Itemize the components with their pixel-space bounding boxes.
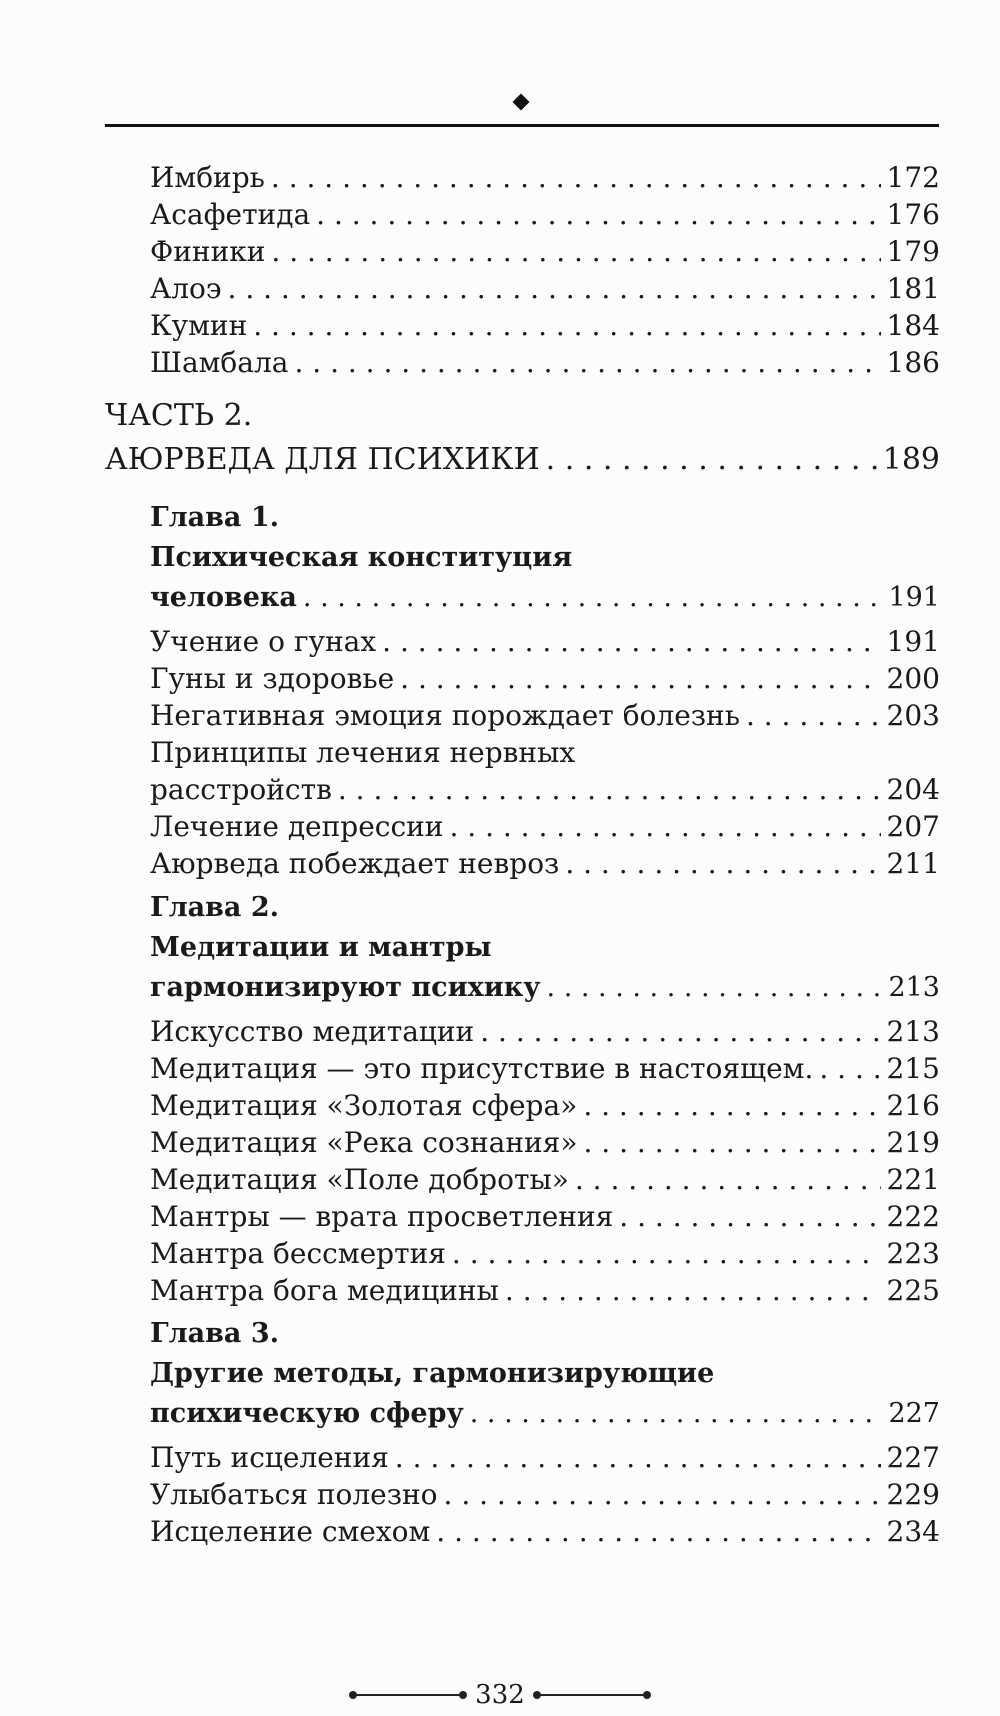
footer-ornament-right-icon (537, 1694, 647, 1696)
footer-ornament-left-icon (353, 1694, 463, 1696)
toc-entry[interactable]: Алоэ . . . 181 (150, 271, 940, 307)
toc-entry[interactable]: Кумин . . . 184 (150, 308, 940, 344)
toc-entry[interactable]: Гуны и здоровье . . . 200 (150, 661, 940, 697)
toc-entry[interactable]: Медитация «Золотая сфера» . . . 216 (150, 1088, 940, 1124)
page-number: 332 (475, 1680, 525, 1710)
page-footer (0, 1680, 1000, 1710)
chapter-title-entry[interactable]: психическую сферу . . . 227 (150, 1396, 940, 1432)
toc-entry[interactable]: Лечение депрессии . . . 207 (150, 809, 940, 845)
toc-entry[interactable]: Улыбаться полезно . . . 229 (150, 1477, 940, 1513)
toc-entry-line[interactable]: Принципы лечения нервных (150, 736, 576, 769)
chapter-title: Другие методы, гармонизирующие (150, 1358, 715, 1389)
toc-entry[interactable]: Имбирь . . . 172 (150, 160, 940, 196)
part-title-entry[interactable]: АЮРВЕДА ДЛЯ ПСИХИКИ . . . 189 (105, 442, 940, 478)
chapter-title-entry[interactable]: человека . . . 191 (150, 580, 940, 616)
toc-entry[interactable]: Исцеление смехом . . . 234 (150, 1514, 940, 1550)
toc-entry[interactable]: Финики . . . 179 (150, 234, 940, 270)
toc-entry[interactable]: Путь исцеления . . . 227 (150, 1440, 940, 1476)
chapter-label: Глава 2. (150, 892, 280, 923)
toc-entry[interactable]: Асафетида . . . 176 (150, 197, 940, 233)
toc-entry[interactable]: Мантры — врата просветления . . . 222 (150, 1199, 940, 1235)
toc-entry[interactable]: Негативная эмоция порождает болезнь . . . 203 (150, 698, 940, 734)
toc-entry[interactable]: Искусство медитации . . . 213 (150, 1014, 940, 1050)
toc-entry[interactable]: Медитация «Река сознания» . . . 219 (150, 1125, 940, 1161)
toc-entry[interactable]: Аюрведа побеждает невроз . . . 211 (150, 846, 940, 882)
chapter-title: Медитации и мантры (150, 932, 492, 963)
toc-entry[interactable]: расстройств . . . 204 (150, 772, 940, 808)
chapter-title: Психическая конституция (150, 542, 573, 573)
chapter-label: Глава 1. (150, 502, 280, 533)
toc-entry[interactable]: Мантра бессмертия . . . 223 (150, 1236, 940, 1272)
toc-entry[interactable]: Медитация «Поле доброты» . . . 221 (150, 1162, 940, 1198)
toc-entry[interactable]: Учение о гунах . . . 191 (150, 624, 940, 660)
header-rule (105, 124, 939, 127)
toc-entry[interactable]: Мантра бога медицины . . . 225 (150, 1273, 940, 1309)
chapter-title-entry[interactable]: гармонизируют психику . . . 213 (150, 970, 940, 1006)
toc-entry[interactable]: Медитация — это присутствие в настоящем. . . . 215 (150, 1051, 940, 1087)
toc-entry[interactable]: Шамбала . . . 186 (150, 345, 940, 381)
diamond-ornament-icon (513, 94, 530, 111)
chapter-label: Глава 3. (150, 1318, 280, 1349)
part-label: ЧАСТЬ 2. (105, 398, 253, 433)
